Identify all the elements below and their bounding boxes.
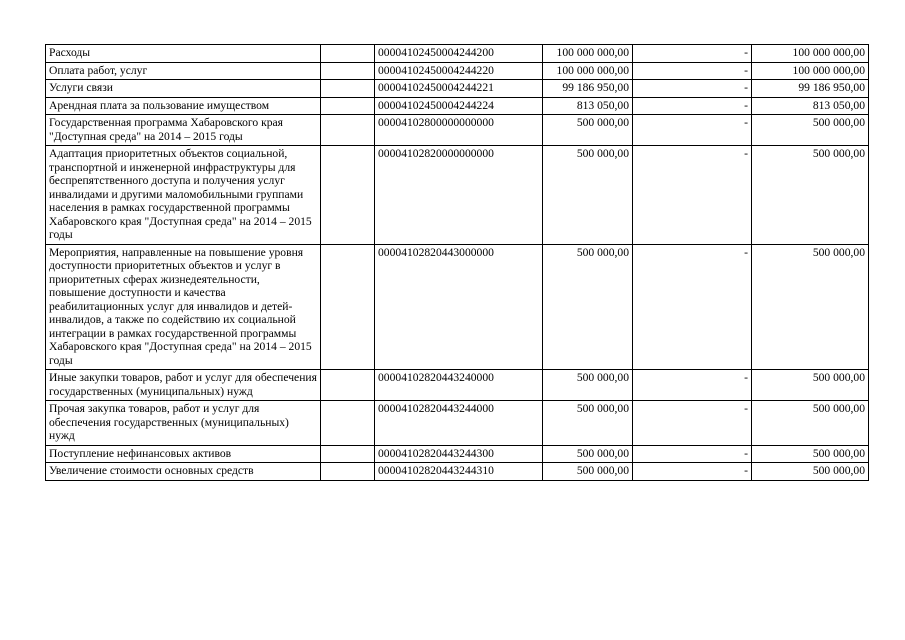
row-remaining-cell: 500 000,00 [752,401,869,446]
row-code-cell: 00004102820443000000 [375,244,543,370]
row-empty-cell [321,370,375,401]
row-code-cell: 00004102450004244220 [375,62,543,80]
row-remaining-cell: 99 186 950,00 [752,80,869,98]
row-remaining-cell: 100 000 000,00 [752,45,869,63]
row-empty-cell [321,401,375,446]
row-planned-cell: 100 000 000,00 [543,45,633,63]
row-name-cell: Поступление нефинансовых активов [46,445,321,463]
table-row [46,45,869,63]
budget-table-body [46,45,869,481]
table-row [46,445,869,463]
row-name-cell: Услуги связи [46,80,321,98]
row-name-cell: Расходы [46,45,321,63]
row-remaining-cell: 500 000,00 [752,244,869,370]
row-planned-cell: 100 000 000,00 [543,62,633,80]
row-code-cell: 00004102820443244310 [375,463,543,481]
row-name-cell: Адаптация приоритетных объектов социальной, транспортной и инженерной инфраструктуры для беспрепятственного доступа и получения услуг инвалидами и другими маломобильными группами населения в рамках государственной программы Хабаровского края "Доступная среда" на 2014 – 2015 годы [46,146,321,245]
table-row [46,370,869,401]
row-executed-cell: - [633,463,752,481]
row-planned-cell: 500 000,00 [543,463,633,481]
row-executed-cell: - [633,115,752,146]
row-planned-cell: 500 000,00 [543,401,633,446]
row-executed-cell: - [633,45,752,63]
table-row [46,146,869,245]
row-executed-cell: - [633,146,752,245]
row-code-cell: 00004102820443240000 [375,370,543,401]
row-code-cell: 00004102820443244000 [375,401,543,446]
table-row [46,115,869,146]
row-name-cell: Увеличение стоимости основных средств [46,463,321,481]
row-empty-cell [321,45,375,63]
row-code-cell: 00004102450004244224 [375,97,543,115]
row-planned-cell: 500 000,00 [543,146,633,245]
row-name-cell: Мероприятия, направленные на повышение уровня доступности приоритетных объектов и услуг в приоритетных сферах жизнедеятельности, повышение доступности и качества реабилитационных услуг для инвалидов и детей-инвалидов, а также по содействию их социальной интеграции в рамках государственной программы Хабаровского края "Доступная среда" на 2014 – 2015 годы [46,244,321,370]
row-remaining-cell: 500 000,00 [752,115,869,146]
row-executed-cell: - [633,244,752,370]
row-code-cell: 00004102450004244221 [375,80,543,98]
row-remaining-cell: 500 000,00 [752,463,869,481]
row-executed-cell: - [633,401,752,446]
row-planned-cell: 813 050,00 [543,97,633,115]
budget-table [45,44,869,481]
row-remaining-cell: 813 050,00 [752,97,869,115]
row-empty-cell [321,80,375,98]
row-planned-cell: 99 186 950,00 [543,80,633,98]
row-executed-cell: - [633,445,752,463]
table-row [46,62,869,80]
row-empty-cell [321,146,375,245]
table-row [46,244,869,370]
row-empty-cell [321,445,375,463]
table-row [46,80,869,98]
row-name-cell: Оплата работ, услуг [46,62,321,80]
row-code-cell: 00004102450004244200 [375,45,543,63]
row-code-cell: 00004102820443244300 [375,445,543,463]
row-remaining-cell: 500 000,00 [752,146,869,245]
row-empty-cell [321,97,375,115]
row-name-cell: Иные закупки товаров, работ и услуг для обеспечения государственных (муниципальных) нужд [46,370,321,401]
row-planned-cell: 500 000,00 [543,244,633,370]
row-executed-cell: - [633,80,752,98]
row-executed-cell: - [633,370,752,401]
row-name-cell: Государственная программа Хабаровского края "Доступная среда" на 2014 – 2015 годы [46,115,321,146]
table-row [46,463,869,481]
row-executed-cell: - [633,62,752,80]
row-planned-cell: 500 000,00 [543,370,633,401]
row-empty-cell [321,463,375,481]
row-remaining-cell: 500 000,00 [752,370,869,401]
row-remaining-cell: 500 000,00 [752,445,869,463]
row-name-cell: Прочая закупка товаров, работ и услуг для обеспечения государственных (муниципальных) нужд [46,401,321,446]
row-code-cell: 00004102800000000000 [375,115,543,146]
table-row [46,401,869,446]
row-empty-cell [321,115,375,146]
row-planned-cell: 500 000,00 [543,445,633,463]
row-executed-cell: - [633,97,752,115]
row-empty-cell [321,244,375,370]
row-name-cell: Арендная плата за пользование имуществом [46,97,321,115]
row-code-cell: 00004102820000000000 [375,146,543,245]
table-row [46,97,869,115]
row-remaining-cell: 100 000 000,00 [752,62,869,80]
row-planned-cell: 500 000,00 [543,115,633,146]
row-empty-cell [321,62,375,80]
